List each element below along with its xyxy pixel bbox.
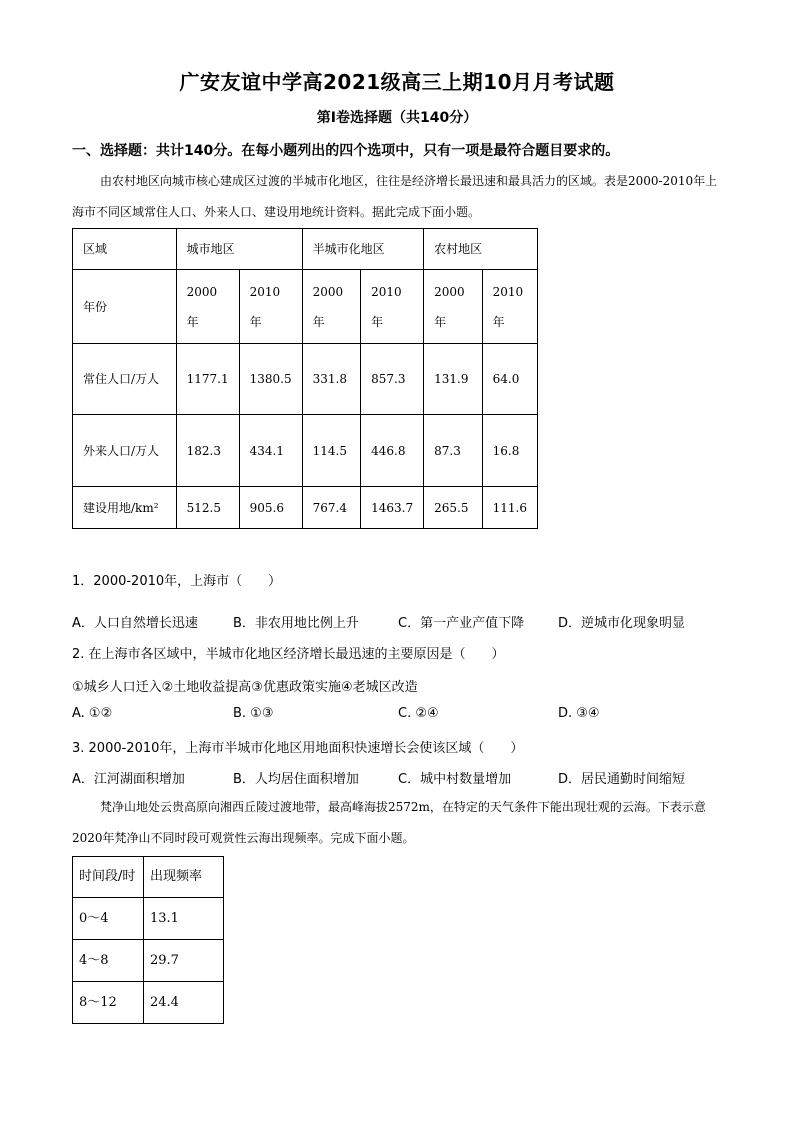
table-cell: 16.8 [482, 415, 537, 487]
question-1-stem: 1．2000-2010年，上海市（ ） [72, 574, 282, 589]
header-year: 年份 [73, 270, 177, 344]
table-cell: 1463.7 [361, 487, 424, 529]
section-heading: 一、选择题：共计140分。在每小题列出的四个选项中，只有一项是最符合题目要求的。 [72, 143, 620, 159]
table-cell: 857.3 [361, 344, 424, 415]
table-row [73, 982, 224, 1024]
table-cell: 29.7 [144, 940, 224, 982]
row-label: 建设用地/km² [73, 487, 177, 529]
table-cell: 8～12 [73, 982, 144, 1024]
q1-option-a[interactable]: A．人口自然增长迅速 [72, 616, 198, 631]
table-cell: 13.1 [144, 898, 224, 940]
year-cell: 2000年 [176, 270, 239, 344]
population-table [72, 228, 538, 529]
question-3-stem: 3. 2000-2010年，上海市半城市化地区用地面积快速增长会使该区域（ ） [72, 741, 524, 756]
passage-1 [72, 166, 722, 228]
table-row [73, 898, 224, 940]
table-row [73, 487, 538, 529]
header-urban: 城市地区 [176, 229, 302, 270]
q1-option-d[interactable]: D．逆城市化现象明显 [558, 616, 686, 631]
q3-option-a[interactable]: A．江河湖面积增加 [72, 772, 185, 787]
question-2-choices-line: ①城乡人口迁入②土地收益提高③优惠政策实施④老城区改造 [72, 680, 418, 695]
year-cell: 2000年 [302, 270, 361, 344]
q3-option-c[interactable]: C．城中村数量增加 [398, 772, 512, 787]
table-row [73, 415, 538, 487]
paper-section-title: 第Ⅰ卷选择题（共140分） [316, 110, 478, 126]
header-time-period: 时间段/时 [73, 857, 144, 898]
header-rural: 农村地区 [424, 229, 538, 270]
header-region: 区域 [73, 229, 177, 270]
table-cell: 767.4 [302, 487, 361, 529]
header-frequency: 出现频率 [144, 857, 224, 898]
q2-option-b[interactable]: B. ①③ [233, 706, 274, 721]
table-row [73, 940, 224, 982]
year-cell: 2010年 [482, 270, 537, 344]
q1-option-b[interactable]: B．非农用地比例上升 [233, 616, 359, 631]
header-semi-urban: 半城市化地区 [302, 229, 424, 270]
table-cell: 131.9 [424, 344, 483, 415]
row-label: 外来人口/万人 [73, 415, 177, 487]
table-cell: 331.8 [302, 344, 361, 415]
table-cell: 24.4 [144, 982, 224, 1024]
q2-option-c[interactable]: C. ②④ [398, 706, 439, 721]
exam-title: 广安友谊中学高2021级高三上期10月月考试题 [179, 70, 615, 94]
q1-option-c[interactable]: C．第一产业产值下降 [398, 616, 525, 631]
table-cell: 434.1 [239, 415, 302, 487]
year-cell: 2000年 [424, 270, 483, 344]
row-label: 常住人口/万人 [73, 344, 177, 415]
table-row [73, 344, 538, 415]
table-cell: 111.6 [482, 487, 537, 529]
cloud-sea-table [72, 856, 224, 1024]
passage-2 [72, 792, 722, 854]
table-cell: 1380.5 [239, 344, 302, 415]
table-cell: 4～8 [73, 940, 144, 982]
q3-option-d[interactable]: D．居民通勤时间缩短 [558, 772, 686, 787]
passage-2-text: 梵净山地处云贵高原向湘西丘陵过渡地带，最高峰海拔2572m，在特定的天气条件下能出现壮观的云海。下表示意2020年梵净山不同时段可观赏性云海出现频率。完成下面小题。 [72, 800, 706, 845]
passage-1-text: 由农村地区向城市核心建成区过渡的半城市化地区，往往是经济增长最迅速和最具活力的区域。表是2000-2010年上海市不同区域常住人口、外来人口、建设用地统计资料。据此完成下面小题。 [72, 174, 718, 219]
year-cell: 2010年 [361, 270, 424, 344]
table-cell: 512.5 [176, 487, 239, 529]
table-cell: 265.5 [424, 487, 483, 529]
table-cell: 446.8 [361, 415, 424, 487]
table-cell: 182.3 [176, 415, 239, 487]
q2-option-a[interactable]: A. ①② [72, 706, 113, 721]
q2-option-d[interactable]: D. ③④ [558, 706, 600, 721]
table-cell: 1177.1 [176, 344, 239, 415]
q3-option-b[interactable]: B．人均居住面积增加 [233, 772, 359, 787]
table-cell: 64.0 [482, 344, 537, 415]
table-cell: 114.5 [302, 415, 361, 487]
table-cell: 0～4 [73, 898, 144, 940]
table-cell: 87.3 [424, 415, 483, 487]
table-cell: 905.6 [239, 487, 302, 529]
question-2-stem: 2. 在上海市各区域中，半城市化地区经济增长最迅速的主要原因是（ ） [72, 647, 505, 662]
year-cell: 2010年 [239, 270, 302, 344]
